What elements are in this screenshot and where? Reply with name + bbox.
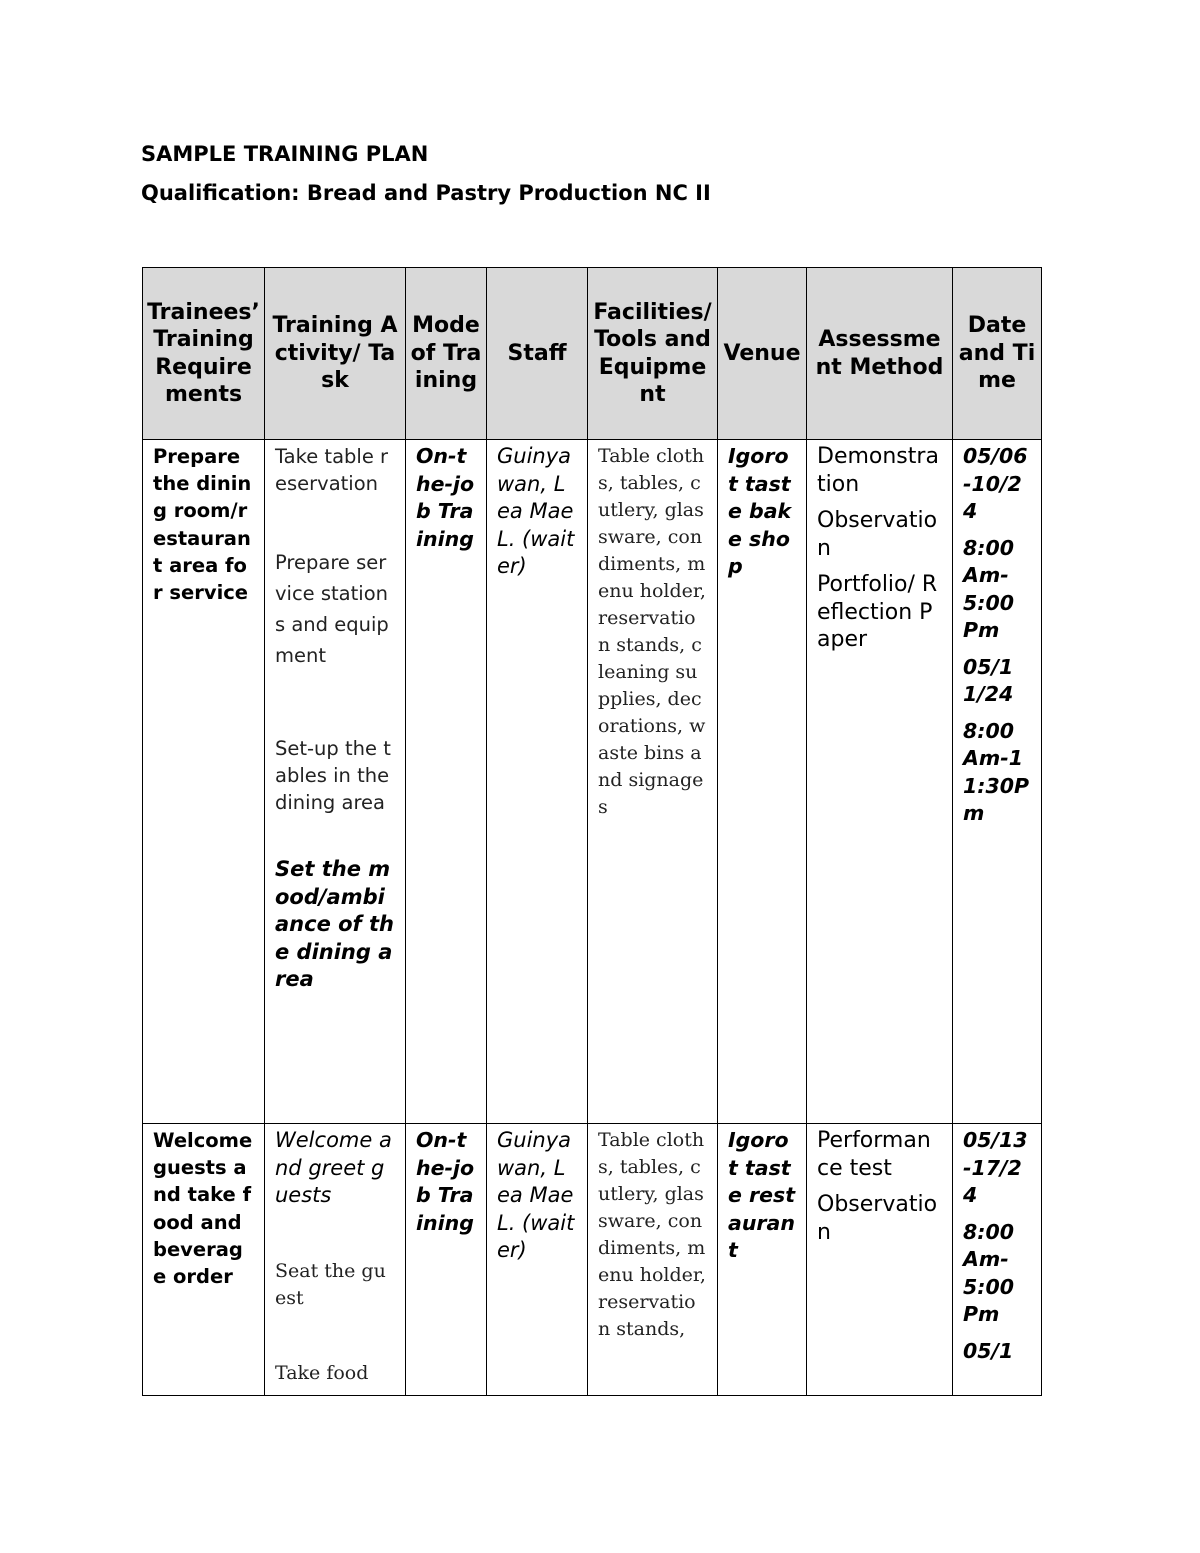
mode-cell: On-the-job Training — [406, 440, 487, 1124]
header-mode: Mode of Training — [406, 268, 487, 440]
mode-cell: On-the-job Training — [406, 1124, 487, 1396]
date-item: 05/11/24 — [963, 654, 1014, 706]
requirement-cell: Welcome guests and take food and beverage order — [143, 1124, 265, 1396]
facilities-cell: Table cloths, tables, cutlery, glassware, condiments, menu holder, reservation stands, — [588, 1124, 718, 1396]
activity-item: Set the mood/ambiance of the dining area — [275, 857, 394, 991]
activity-cell — [265, 440, 406, 1124]
activity-cell — [265, 1124, 406, 1396]
date-time-cell — [953, 440, 1042, 1124]
activity-item: Welcome and greet guests — [275, 1128, 392, 1207]
header-assessment: Assessment Method — [807, 268, 953, 440]
time-item: 8:00 Am-5:00 Pm — [963, 535, 1014, 642]
table-row — [143, 440, 1042, 1124]
assessment-item: Demonstration — [817, 444, 939, 497]
activity-item: Take table reservation — [275, 445, 389, 495]
document-title: SAMPLE TRAINING PLAN — [141, 142, 429, 166]
assessment-item: Performance test — [817, 1128, 931, 1181]
assessment-item: Portfolio/ Reflection Paper — [817, 572, 938, 652]
date-time-cell — [953, 1124, 1042, 1396]
assessment-cell — [807, 440, 953, 1124]
staff-cell: Guinyawan, Lea Mae L. (waiter) — [487, 440, 588, 1124]
time-item: 8:00 Am-5:00 Pm — [963, 1219, 1014, 1326]
training-plan-table — [142, 267, 1042, 1396]
venue-cell: Igorot taste bake shop — [718, 440, 807, 1124]
date-item: 05/13-17/24 — [963, 1128, 1028, 1207]
header-venue: Venue — [718, 268, 807, 440]
assessment-item: Observation — [817, 1192, 938, 1245]
header-date-time: Date and Time — [953, 268, 1042, 440]
activity-item: Set-up the tables in the dining area — [275, 737, 391, 814]
date-item: 05/1 — [963, 1338, 1014, 1363]
activity-item: Take food — [275, 1361, 369, 1384]
header-activity: Training Activity/ Task — [265, 268, 406, 440]
assessment-item: Observation — [817, 508, 938, 561]
activity-item: Seat the guest — [275, 1259, 386, 1309]
header-facilities: Facilities/Tools and Equipment — [588, 268, 718, 440]
venue-cell: Igorot taste restaurant — [718, 1124, 807, 1396]
facilities-cell: Table cloths, tables, cutlery, glassware, condiments, menu holder, reservation stands, cleaning supplies, decorations, waste bins and signages — [588, 440, 718, 1124]
header-staff: Staff — [487, 268, 588, 440]
header-requirements: Trainees’ Training Requirements — [143, 268, 265, 440]
table-header-row — [143, 268, 1042, 440]
qualification-line: Qualification: Bread and Pastry Production NC II — [141, 181, 711, 205]
time-item: 8:00 Am-11:30Pm — [963, 718, 1030, 825]
table-row — [143, 1124, 1042, 1396]
requirement-cell: Prepare the dining room/restaurant area for service — [143, 440, 265, 1124]
activity-item: Prepare service stations and equipment — [275, 551, 389, 667]
date-item: 05/06-10/24 — [963, 444, 1028, 523]
assessment-cell — [807, 1124, 953, 1396]
staff-cell: Guinyawan, Lea Mae L. (waiter) — [487, 1124, 588, 1396]
